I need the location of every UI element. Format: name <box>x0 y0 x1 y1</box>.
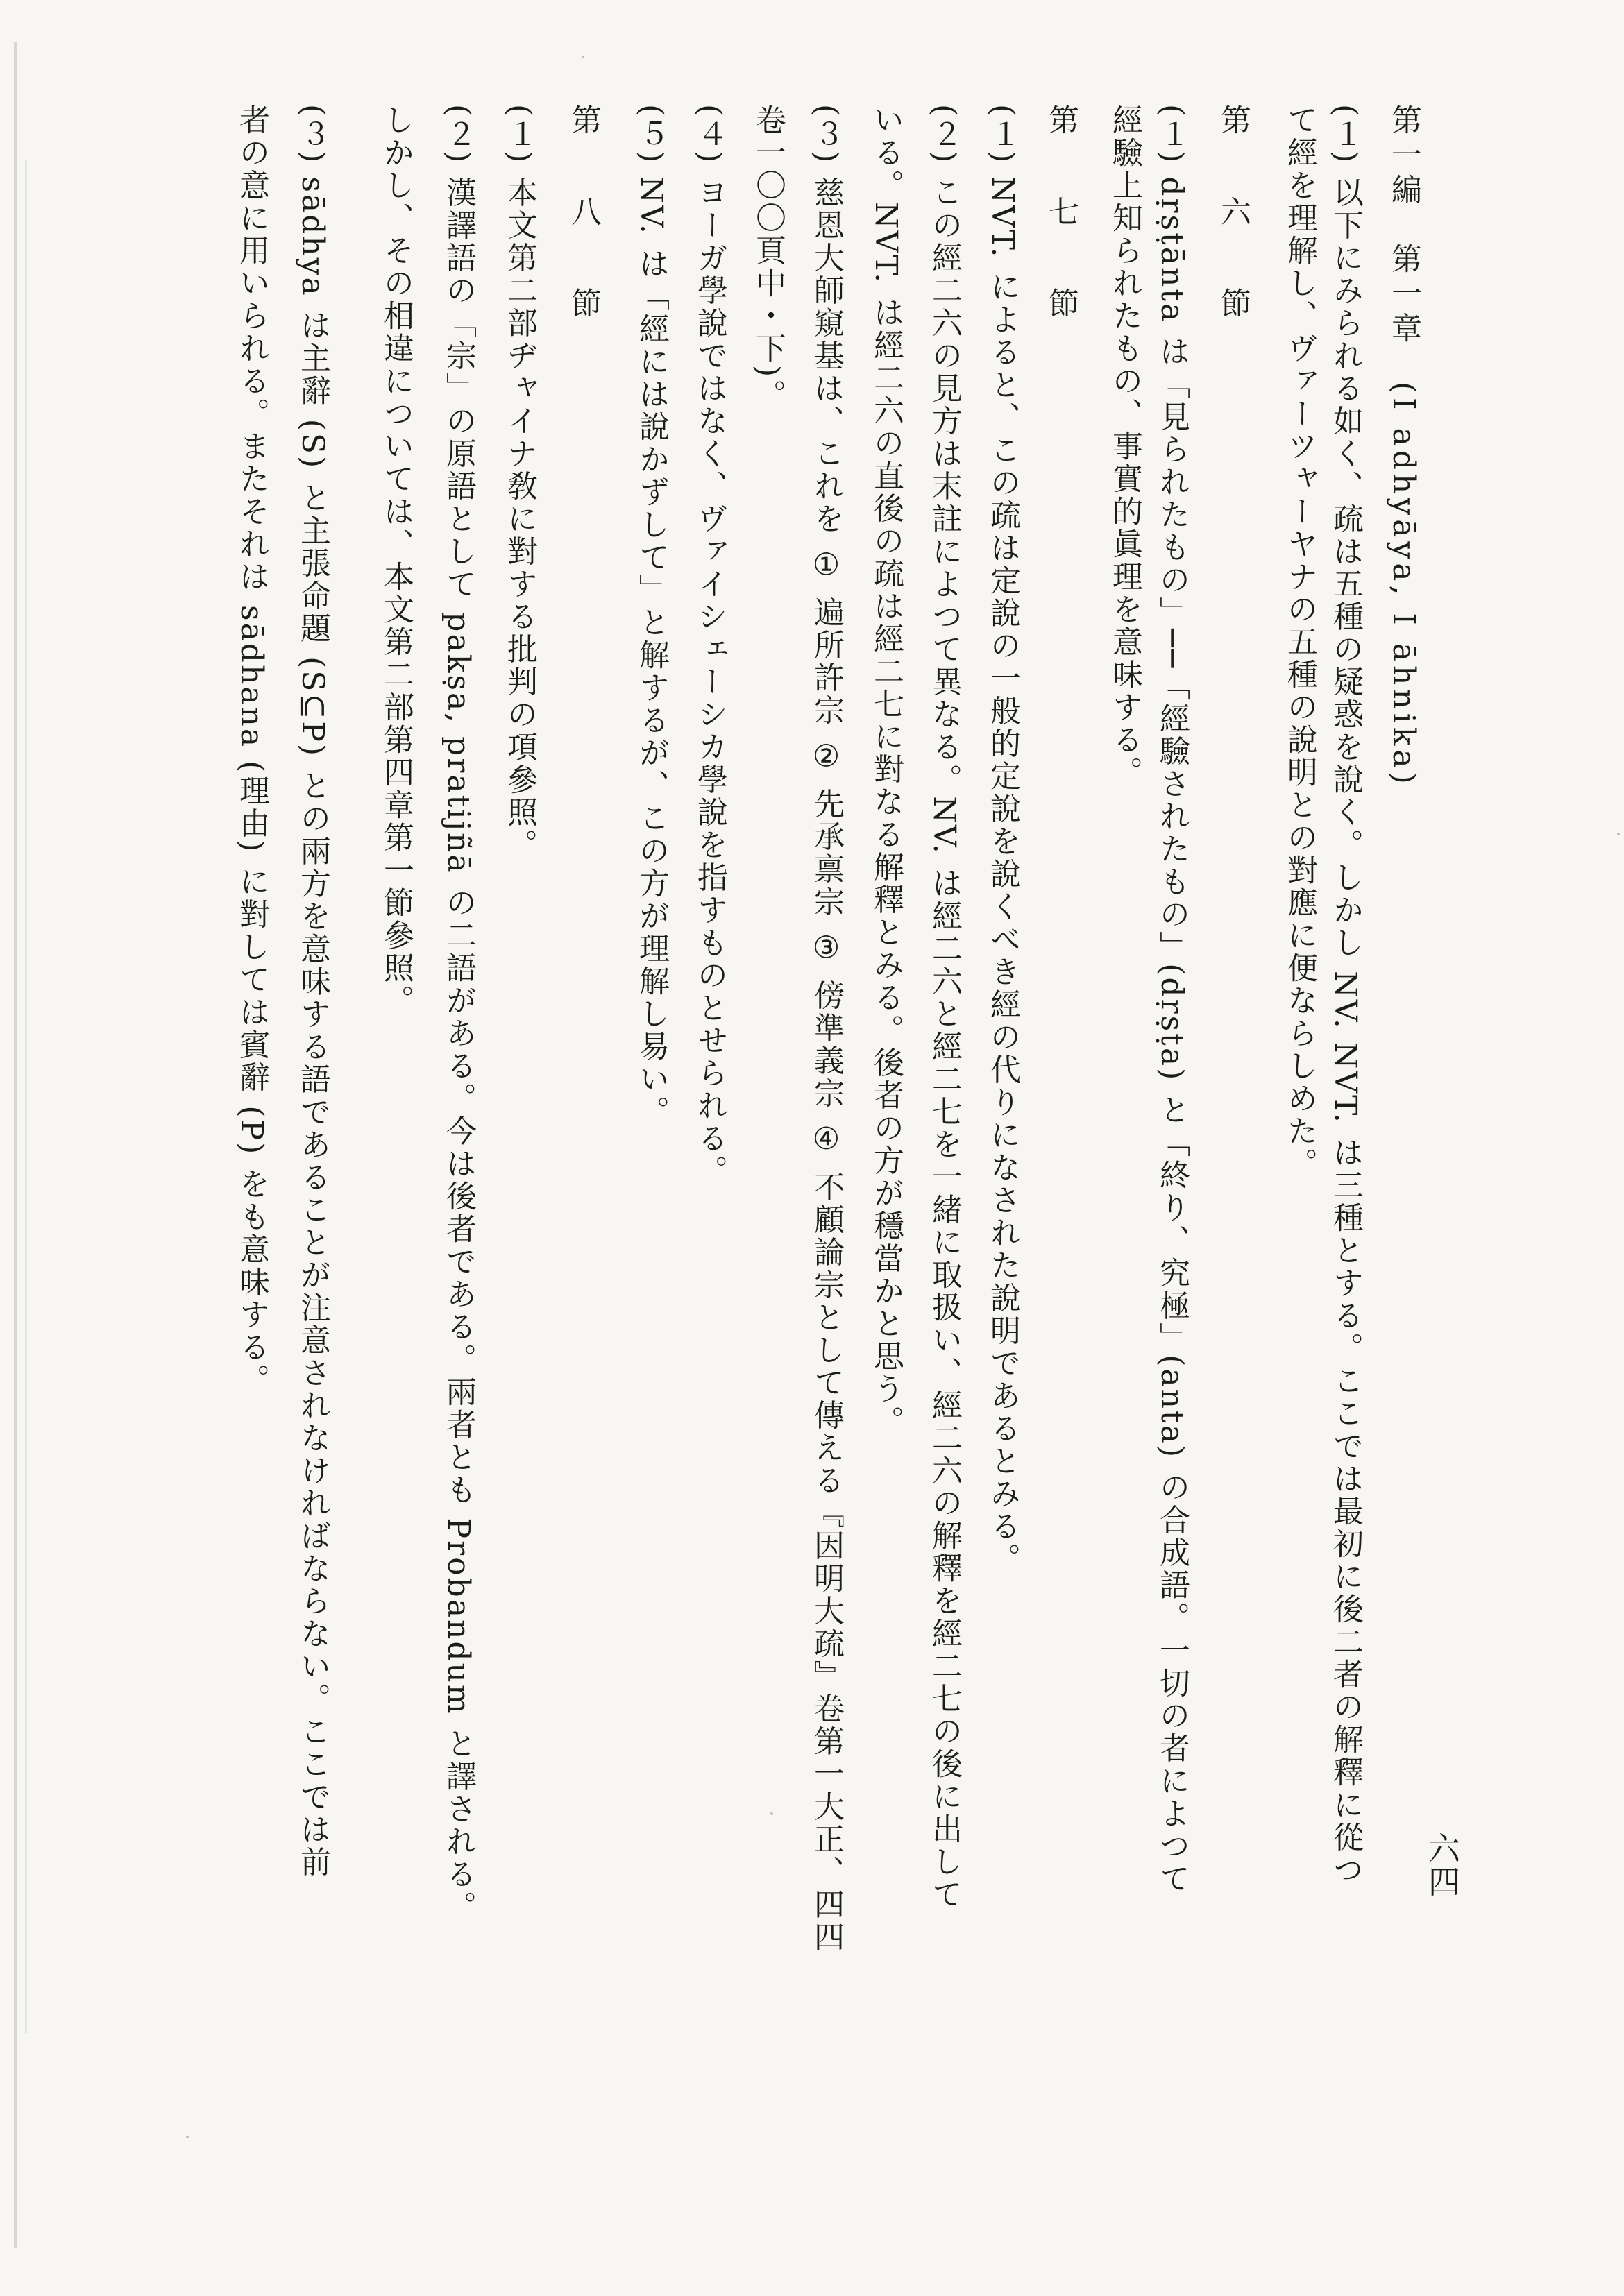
note-line: (１) NVT. によると、この疏は定說の一般的定說を說くべき經の代りになされた說明であるとみる。 <box>985 104 1020 1576</box>
page-number: 六四 <box>1423 1832 1461 1898</box>
note-line: (３) sādhya は主辭 (S) と主張命題 (S⊆P) との兩方を意味する語であることが注意されなければならない。ここでは前 <box>295 104 330 1879</box>
scan-speck <box>770 1812 773 1815</box>
note-line: (１) 本文第二部ヂャイナ敎に對する批判の項參照。 <box>502 104 537 862</box>
note-line: しかし、その相違については、本文第二部第四章第一節參照。 <box>378 104 414 1017</box>
section-heading: 第 七 節 <box>1043 104 1079 333</box>
running-title: 第一編 第一章 (I adhyāya, I āhnika) <box>1386 104 1421 788</box>
note-line: 者の意に用いられる。またそれは sādhana (理由) に對しては賓辭 (P) をも意味する。 <box>234 104 269 1397</box>
note-line: (４) ヨーガ學說ではなく、ヴァイシェーシカ學說を指すものとせられる。 <box>692 104 727 1188</box>
note-line: (３) 慈恩大師窺基は、これを ① 遍所許宗 ② 先承禀宗 ③ 傍準義宗 ④ 不顧論宗として傳える『因明大疏』卷第一大正、四四 <box>809 104 844 1954</box>
note-line: 卷一〇〇頁中・下)。 <box>750 104 786 412</box>
section-heading: 第 六 節 <box>1215 104 1251 333</box>
scan-edge-shadow-inner <box>25 160 27 2033</box>
note-line: (１) dṛṣṭānta は「見られたもの」──「經驗されたもの」(dṛṣṭa) と「終り、究極」(anta) の合成語。一切の者によつて <box>1154 104 1190 1896</box>
note-line: 經驗上知られたもの、事實的眞理を意味する。 <box>1107 104 1142 789</box>
note-line: いる。NVT. は經二六の直後の疏は經二七に對なる解釋とみる。後者の方が穩當かと思う。 <box>868 104 904 1438</box>
note-line: (２) この經二六の見方は末註によつて異なる。NV. は經二六と經二七を一緒に取扱い、經二六の解釋を經二七の後に出して <box>927 104 962 1911</box>
scan-speck <box>186 2136 189 2138</box>
scan-edge-shadow <box>14 42 17 2248</box>
note-line: (１) 以下にみられる如く、疏は五種の疑惑を說く。しかし NV. NVT. は三種とする。ここでは最初に後二者の解釋に從つ <box>1328 104 1363 1887</box>
note-line: (５) NV. は「經には說かずして」と解するが、この方が理解し易い。 <box>634 104 669 1128</box>
scan-speck <box>1617 833 1620 835</box>
note-line: (２) 漢譯語の「宗」の原語として pakṣa, pratijñā の二語がある。今は後者である。兩者とも Probandum と譯される。 <box>441 104 476 1923</box>
scan-speck <box>582 56 584 58</box>
section-heading: 第 八 節 <box>566 104 601 333</box>
note-line: て經を理解し、ヴァーツャーヤナの五種の說明との對應に便ならしめた。 <box>1282 104 1317 1180</box>
